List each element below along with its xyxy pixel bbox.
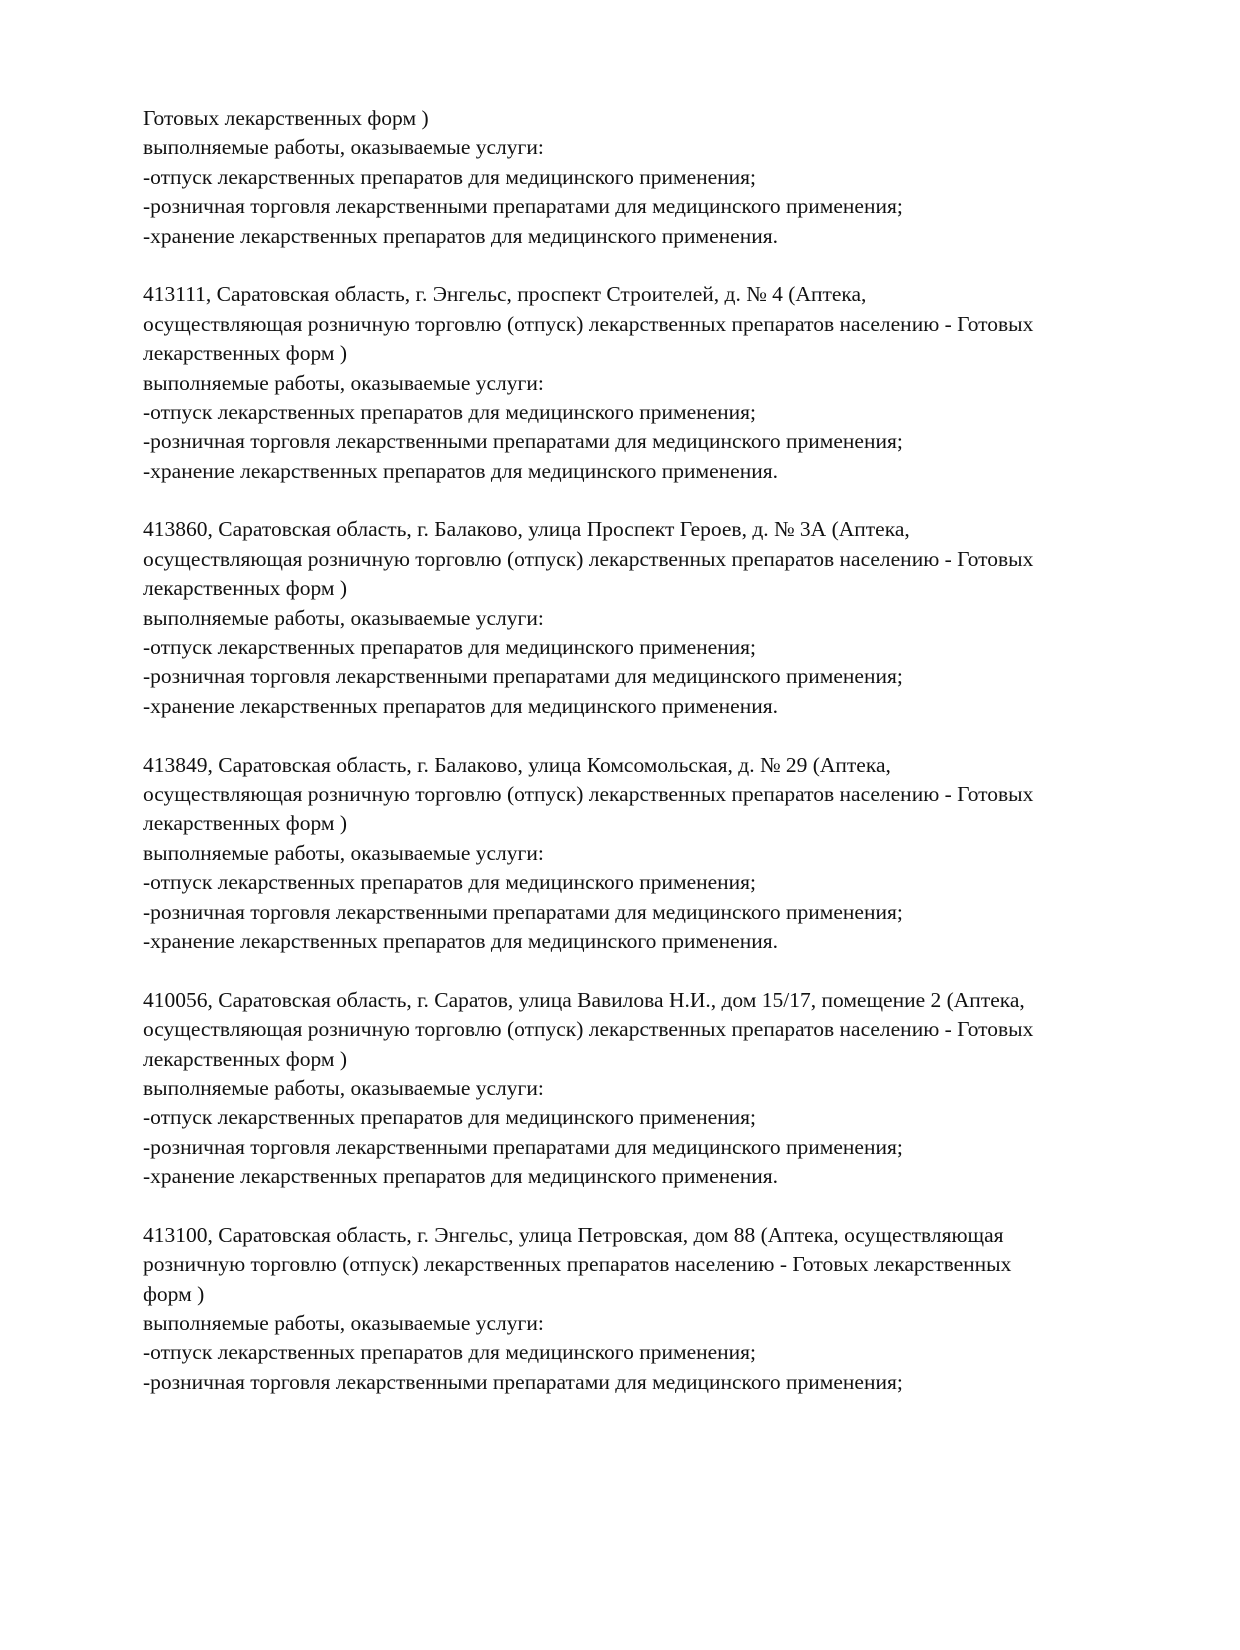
text-line: -отпуск лекарственных препаратов для медицинского применения; [143,164,757,189]
text-line: розничную торговлю (отпуск) лекарственных препаратов населению - Готовых лекарственных [143,1252,1012,1277]
text-line: выполняемые работы, оказываемые услуги: [143,605,544,630]
text-line: -отпуск лекарственных препаратов для медицинского применения; [143,1105,757,1130]
text-line: 413111, Саратовская область, г. Энгельс, проспект Строителей, д. № 4 (Аптека, [143,282,867,307]
text-line: -розничная торговля лекарственными препаратами для медицинского применения; [143,1369,903,1394]
text-line: -хранение лекарственных препаратов для медицинского применения. [143,928,778,953]
text-line: Готовых лекарственных форм ) [143,106,429,130]
address-entry [143,986,1153,1192]
text-line: -розничная торговля лекарственными препаратами для медицинского применения; [143,899,903,924]
text-line: лекарственных форм ) [143,576,348,601]
text-line: выполняемые работы, оказываемые услуги: [143,1311,544,1336]
text-line: форм ) [143,1281,205,1306]
paragraph-spacer [143,956,1153,985]
text-line: лекарственных форм ) [143,341,348,366]
address-entry [143,515,1153,721]
paragraph-spacer [143,486,1153,515]
text-line: -розничная торговля лекарственными препаратами для медицинского применения; [143,429,903,454]
intro-block [143,104,1153,251]
text-line: осуществляющая розничную торговлю (отпуск) лекарственных препаратов населению - Готовых [143,781,1034,806]
address-entry [143,751,1153,957]
text-line: -отпуск лекарственных препаратов для медицинского применения; [143,399,757,424]
text-line: -отпуск лекарственных препаратов для медицинского применения; [143,1340,757,1365]
text-line: лекарственных форм ) [143,811,348,836]
text-line: -хранение лекарственных препаратов для медицинского применения. [143,1164,778,1189]
document-body [143,104,1153,1397]
text-line: выполняемые работы, оказываемые услуги: [143,1075,544,1100]
text-line: 410056, Саратовская область, г. Саратов, улица Вавилова Н.И., дом 15/17, помещение 2 (Аптека, [143,987,1025,1012]
text-line: -хранение лекарственных препаратов для медицинского применения. [143,223,778,248]
text-line: 413860, Саратовская область, г. Балаково, улица Проспект Героев, д. № 3А (Аптека, [143,517,910,542]
text-line: -розничная торговля лекарственными препаратами для медицинского применения; [143,194,903,219]
paragraph-spacer [143,721,1153,750]
text-line: 413849, Саратовская область, г. Балаково, улица Комсомольская, д. № 29 (Аптека, [143,752,891,777]
text-line: -хранение лекарственных препаратов для медицинского применения. [143,458,778,483]
text-line: -отпуск лекарственных препаратов для медицинского применения; [143,635,757,660]
text-line: осуществляющая розничную торговлю (отпуск) лекарственных препаратов населению - Готовых [143,1017,1034,1042]
address-entry [143,1221,1153,1397]
text-line: осуществляющая розничную торговлю (отпуск) лекарственных препаратов населению - Готовых [143,546,1034,571]
text-line: -хранение лекарственных препаратов для медицинского применения. [143,693,778,718]
text-line: -отпуск лекарственных препаратов для медицинского применения; [143,870,757,895]
text-line: -розничная торговля лекарственными препаратами для медицинского применения; [143,664,903,689]
text-line: 413100, Саратовская область, г. Энгельс, улица Петровская, дом 88 (Аптека, осуществляющая [143,1222,1004,1247]
text-line: осуществляющая розничную торговлю (отпуск) лекарственных препаратов населению - Готовых [143,311,1034,336]
text-line: выполняемые работы, оказываемые услуги: [143,135,544,160]
text-line: выполняемые работы, оказываемые услуги: [143,370,544,395]
paragraph-spacer [143,1191,1153,1220]
paragraph-spacer [143,251,1153,280]
text-line: лекарственных форм ) [143,1046,348,1071]
text-line: выполняемые работы, оказываемые услуги: [143,840,544,865]
address-entry [143,280,1153,486]
text-line: -розничная торговля лекарственными препаратами для медицинского применения; [143,1134,903,1159]
